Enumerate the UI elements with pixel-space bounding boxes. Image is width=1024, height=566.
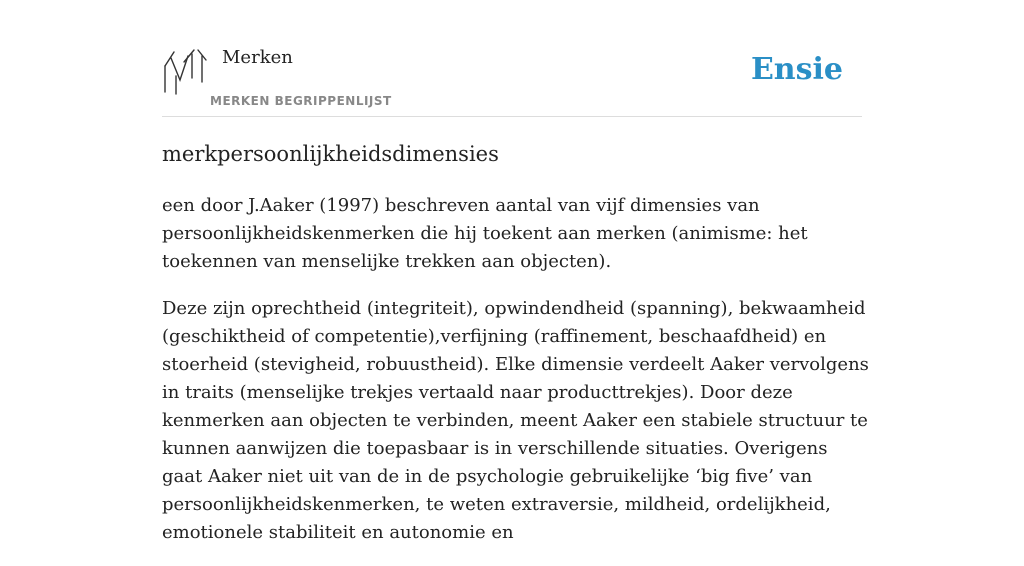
term-title: merkpersoonlijkheidsdimensies	[162, 142, 499, 166]
definition-paragraph: Deze zijn oprechtheid (integriteit), opwindendheid (spanning), bekwaamheid (geschiktheid of competentie),verfijning (raffinement, beschaafdheid) en stoerheid (stevigheid, robuustheid). Elke dimensie verdeelt Aaker vervolgens in traits (menselijke trekjes vertaald naar producttrekjes). Door deze kenmerken aan objecten te verbinden, meent Aaker een stabiele structuur te kunnen aanwijzen die toepasbaar is in verschillende situaties. Overigens gaat Aaker niet uit van de in de psychologie gebruikelijke ‘big five’ van persoonlijkheidskenmerken, te weten extraversie, mildheid, ordelijkheid, emotionele stabiliteit en autonomie en	[162, 298, 869, 543]
source-subtitle[interactable]: MERKEN BEGRIPPENLIJST	[210, 94, 392, 108]
source-title[interactable]: Merken	[222, 47, 293, 68]
definition-paragraph: een door J.Aaker (1997) beschreven aantal van vijf dimensies van persoonlijkheidskenmerken die hij toekent aan merken (animisme: het toekennen van menselijke trekken aan objecten).	[162, 195, 808, 272]
definition-body	[162, 192, 872, 566]
page-header	[162, 46, 862, 117]
ensie-brand-logo[interactable]: Ensie	[750, 52, 843, 87]
merken-logo-icon[interactable]	[162, 48, 208, 94]
